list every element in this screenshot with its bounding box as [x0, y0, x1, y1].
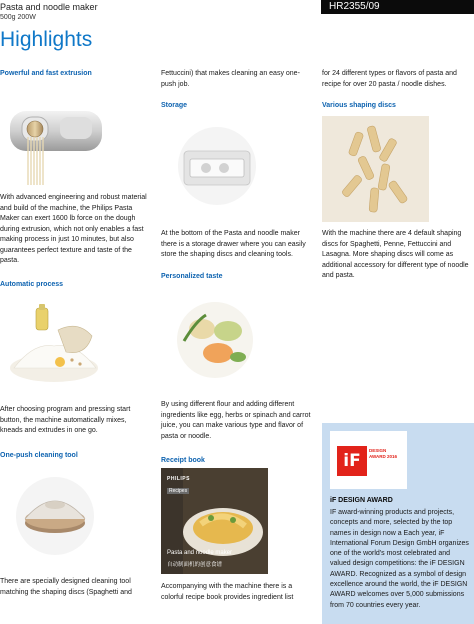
section-body-powerful: With advanced engineering and robust material and build of the machine, the Philips Pasta Maker can exert 1600 lb force on the dough during extrusion, which not only enables a fast making process in just 10 minutes, but also guarantees perfect texture and taste of the pasta.	[0, 194, 147, 264]
if-logo-mark: iF	[337, 446, 367, 476]
section-body-cleaning: There are specially designed cleaning tool matching the shaping discs (Spaghetti and	[0, 578, 132, 596]
page-title: Highlights	[0, 28, 93, 51]
section-heading-cleaning: One-push cleaning tool	[0, 452, 78, 459]
section-body-storage: At the bottom of the Pasta and noodle maker there is a storage drawer where you can easily store the shaping discs and cleaning tools.	[161, 230, 306, 258]
recipe-book-image	[161, 468, 268, 574]
model-badge: HR2355/09	[321, 0, 474, 14]
flour-and-oil-image	[0, 302, 102, 387]
product-name: Pasta and noodle maker	[0, 2, 98, 12]
section-body-automatic: After choosing program and pressing start button, the machine automatically mixes, kneads and extrudes in one go.	[0, 406, 131, 434]
section-body-cleaning-continued: Fettuccini) that makes cleaning an easy one-push job.	[161, 70, 300, 88]
section-body-taste: By using different flour and adding different ingredients like egg, herbs or spinach and carrot juice, you can make various type and flavor of pasta or noodle.	[161, 401, 311, 440]
section-body-recipe: Accompanying with the machine there is a colorful recipe book provides ingredient list	[161, 583, 294, 601]
pasta-shapes-image	[322, 116, 429, 222]
colored-pasta-image	[176, 301, 254, 379]
section-heading-storage: Storage	[161, 102, 188, 109]
recipe-book-brand: PHILIPS	[167, 476, 190, 482]
section-heading-automatic: Automatic process	[0, 281, 64, 288]
storage-drawer-image	[176, 125, 258, 207]
recipe-book-caption-en: Pasta and noodle maker	[167, 550, 233, 556]
award-heading: iF DESIGN AWARD	[330, 497, 393, 504]
award-body: IF award-winning products and projects, concepts and more, selected by the top names in design now a Each year, iF International Forum Design GmbH organizes one of the world's most celebrated and valued design competitions: the iF DESIGN AWARD. Recognized as a symbol of design excellence around the world, the iF DESIGN AWARD welcomes over 5,000 submissions from 70 countries every year.	[330, 509, 469, 609]
section-heading-discs: Various shaping discs	[322, 102, 396, 109]
section-body-discs: With the machine there are 4 default shaping discs for Spaghetti, Penne, Fettuccini and Lasagna. More shaping discs will come as additional accessory for different type of noodle and pasta.	[322, 230, 469, 279]
section-heading-powerful: Powerful and fast extrusion	[0, 70, 92, 77]
cleaning-tool-image	[14, 475, 96, 557]
section-heading-taste: Personalized taste	[161, 273, 223, 280]
section-body-recipe-continued: for 24 different types or flavors of pasta and recipe for over 20 pasta / noodle dishes.	[322, 70, 457, 88]
section-heading-recipe: Receipt book	[161, 457, 205, 464]
if-logo-label: DESIGN AWARD 2016	[369, 448, 398, 459]
pasta-maker-image	[0, 97, 118, 185]
recipe-book-tab: Recipes	[169, 488, 188, 494]
product-spec: 500g 200W	[0, 14, 36, 21]
recipe-book-caption-cn: 自动制面机的创意食谱	[167, 562, 223, 568]
